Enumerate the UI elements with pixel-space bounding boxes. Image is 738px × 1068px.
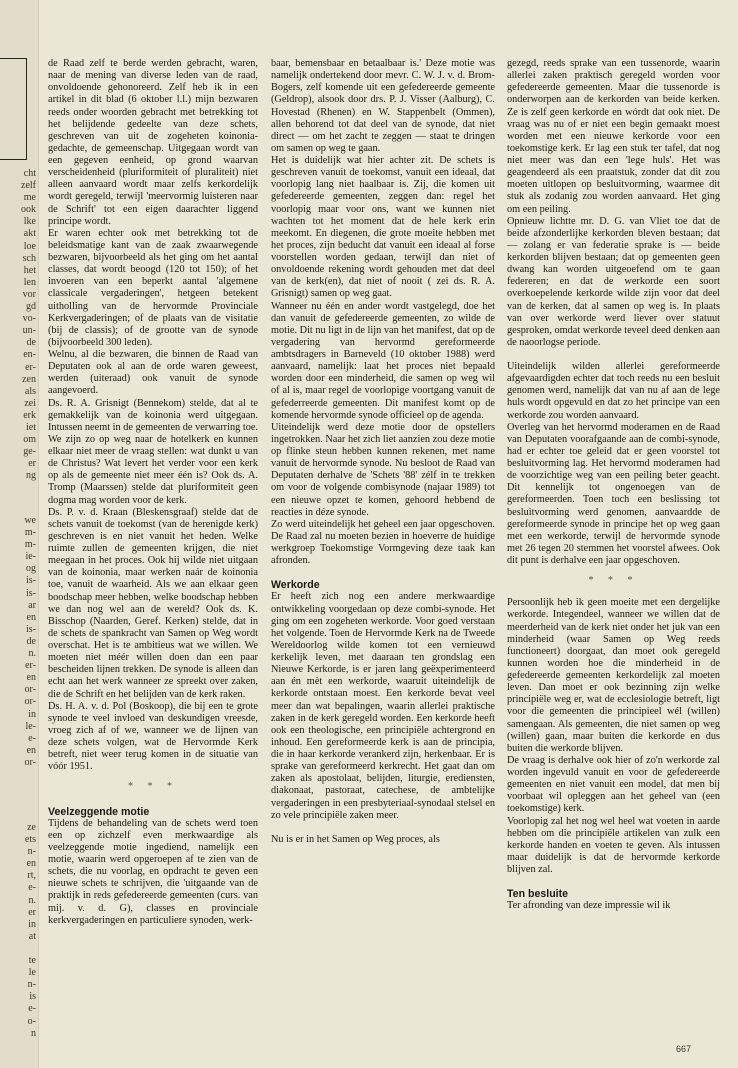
spacer — [507, 349, 720, 361]
gutter-fragment-top: cht zelf me ook lke akt loe sch het len vor gd vo- un- de en- er- zen als zei erk iet om ge- er ng — [21, 168, 36, 482]
paragraph: Het is duidelijk wat hier achter zit. De schets is geschreven vanuit de toekomst, vanuit een ideaal, dat voorlopig lang niet haalbaar is. Zij, die komen uit gefedereerde gemeenten, zeggen dan: regel het voorlopig maar voor ons, want we kunnen niet wachten tot het moment dat de hele kerk erin meekomt. En diegenen, die grote moeite hebben met het proces, zijn beducht dat vanuit een ideaal al forse voorstellen worden gedaan, terwijl dan niet of onvoldoende rekening wordt gehouden met dat deel van de kerk(en), dat niet of nooit ( zei ds. R. A. Grisnigt) samen op weg gaat. — [271, 155, 495, 300]
gutter-fragment-middle: we m- m- ie- og is- is- ar en is- de n. er- en or- or- in le- e- en or- — [24, 515, 36, 768]
article-column-1 — [48, 58, 258, 927]
paragraph: Uiteindelijk wilden allerlei gereformeerde afgevaardigden echter dat toch reeds nu een besluit genomen werd, namelijk dat van nu af aan de lege huls wordt opgevuld en dat zo het principe van een werkorde zou worden aanvaard. — [507, 361, 720, 421]
gutter-frame — [0, 58, 27, 160]
section-heading: Veelzeggende motie — [48, 805, 150, 818]
paragraph: Ds. P. v. d. Kraan (Bleskensgraaf) stelde dat de schets vanuit de toekomst (van de herenigde kerk) geschreven is en niet vanuit het heden. Welke ruimte zullen de gemeenten krijgen, die niet meegaan in het proces. Ook hij wilde niet uitgaan van de koinonia, maar werken naár de koinonia toe, vanuit de waarheid. Als we aan elkaar geen boodschap meer hebben, welke boodschap hebben we dan nog wel aan de wereld? Ook ds. K. Bisschop (Naarden, Geref. Kerken) stelde, dat in de schets de spankracht van Samen op Weg wordt overschat. Het is te ambitieus wat we willen. We moeten niet méér willen doen dan een paar bescheiden lijnen trekken. De synode is alleen dan echt aan het werk wanneer ze spreekt over zaken, die de Schrift en het belijden van de kerk raken. — [48, 506, 258, 700]
paragraph: Tijdens de behandeling van de schets werd toen een op zichzelf even merkwaardige als veelzeggende motie ingediend, namelijk een motie, waarin werd opgeroepen af te zien van de schets, die nu voorlag, en opdracht te geven een nieuwe schets te schrijven, die 'uitgaande van de praktijk in reds gefedereerde gemeenten (curs. van mij. v. d. G), classes en provinciale kerkvergaderingen en particuliere synoden, werk- — [48, 817, 258, 926]
spacer — [271, 822, 495, 834]
paragraph: Persoonlijk heb ik geen moeite met een dergelijke werkorde. Integendeel, wanneer we willen dat de meerderheid van de kerk niet onder het juk van een minderheid (waar Samen op Weg reeds functioneert) doorgaat, dan moet ook geregeld kunnen worden hoe die minderheid in de gefedereerde gemeenten kerkordelijk zal moeten leven. Dan moet er ook bezinning zijn welke principiële weg er, wat de ecclesiologie betreft, ligt voor die gemeenten die principieel wél (willen) samengaan. Als gemeenten, die niet samen op weg (willen) gaan, maar buiten die kerkorde en dus buiten die werkorde blijven. — [507, 597, 720, 754]
paragraph: Er heeft zich nog een andere merkwaardige ontwikkeling voorgedaan op deze combi-synode. Het ging om een zogeheten werkorde. Voor goed verstaan het volgende. Toen de Hervormde Kerk na de Tweede Wereldoorlog wilde komen tot een vernieuwd kerkelijk leven, met daaraan ten grondslag een Nieuwe Kerkorde, is er jaren lang geëxperimenteerd aan én mèt een werkorde, waaruit uiteindelijk de kerkorde ontstaan moest. Een kerkorde bevat veel meer dan wat bepalingen, waarin allerlei praktische zaken in de kerk geregeld worden. Een kerkorde heeft ook een theologische, een principiële achtergrond en inhoud. Een gereformeerde kerk is aan de principia, die in haar kerkorde verankerd zijn, herkenbaar. Er is sprake van gereformeerd kerkrecht. Het gaat dan om zaken als apostolaat, belijden, liturgie, erediensten, diakonaat, pastoraat, catechese, de ambtelijke vergaderingen in een presbyteriaal-synodaal stelsel en zo vele principiële zaken meer. — [271, 591, 495, 821]
paragraph: Voorlopig zal het nog wel heel wat voeten in aarde hebben om die principiële artikelen van zulk een kerkorde handen en voeten te geven. Als intussen maar duidelijk is dat de hervormde kerkorde blijven zal. — [507, 815, 720, 875]
article-column-3 — [507, 58, 720, 912]
paragraph: Ter afronding van deze impressie wil ik — [507, 900, 671, 912]
paragraph: Ds. H. A. v. d. Pol (Boskoop), die bij een te grote synode te veel invloed van deskundigen vreesde, vroeg zich af of we, wanneer we de lijnen van deze schets volgen, wat de Hervormde Kerk betreft, niet weer terug komen in de situatie van vóór 1951. — [48, 700, 258, 773]
paragraph: Ds. R. A. Grisnigt (Bennekom) stelde, dat al te gemakkelijk van de koinonia werd uitgegaan. Intussen neemt in de gemeenten de verwarring toe. We zijn zo op weg naar de hotelkerk en kunnen elkaar niet meer de vraag stellen: wat dunkt u van de Christus? Wat levert het verder voor een kerk op als de gemeente niet meer één is? Ook ds. A. Tromp (Maarssen) stelde dat pluriformiteit geen dogma mag worden voor de kerk. — [48, 397, 258, 506]
section-divider: * * * — [128, 781, 178, 793]
previous-page-gutter — [0, 0, 39, 1068]
paragraph: Uiteindelijk werd deze motie door de opstellers ingetrokken. Naar het zich liet aanzien zou deze motie op flinke steun hebben kunnen rekenen, met name vanuit de hervormde synode. Nu besloot de Raad van Deputaten derhalve de 'Schets '88' zélf in te trekken om voor de volgende combisynode (najaar 1989) tot een nieuwe opzet te komen, gehoord hebbend de reacties in déze synode. — [271, 421, 495, 518]
paragraph: baar, bemensbaar en betaalbaar is.' Deze motie was namelijk ondertekend door mevr. C. W. J. v. d. Brom-Bogers, zelf komende uit een gefedereerde gemeente (Geldrop), alsook door drs. P. J. Visser (Aalburg), C. Hovestad (Rhenen) en W. Stappenbelt (Ommen), allen behorend tot dat deel van de synode, dat niet direct — om het zacht te zeggen — staat te dringen om samen op weg te gaan. — [271, 58, 495, 154]
paragraph: Er waren echter ook met betrekking tot de beleidsmatige kant van de zaak zwaarwegende bezwaren, bijvoorbeeld als het ging om het aantal classes, dat wordt beoogd (120 tot 150); of het invoeren van een beperkt aantal 'algemene classicale vergaderingen', hetgeen betekent uitholling van de hervormde Provinciale Kerkvergaderingen; of de plaats van de visitatie (bij de classis); of de grootte van de synode (bijvoorbeeld 300 leden). — [48, 227, 258, 348]
paragraph: Opnieuw lichtte mr. D. G. van Vliet toe dat de beide afzonderlijke kerkorden bleven bestaan; dat — zolang er van federatie sprake is — beide kerkorden blijven bestaan; dat op gemeenten geen dwang kan worden uitgeoefend om te gaan federeren; en dat de werkorde een soort overkoepelende kerkorde wilde zijn voor dat deel van de kerken, dat al samen op weg is. In plaats van over werkorde werd liever over statuut gesproken, omdat werkorde teveel deed denken aan de naoorlogse periode. — [507, 215, 720, 348]
paragraph: Nu is er in het Samen op Weg proces, als — [271, 833, 440, 845]
section-divider: * * * — [588, 575, 639, 587]
paragraph: Zo werd uiteindelijk het geheel een jaar opgeschoven. De Raad zal nu moeten bezien in hoeverre de huidige werkgroep Toekomstige Vormgeving deze taak kan afronden. — [271, 518, 495, 567]
paragraph: Overleg van het hervormd moderamen en de Raad van Deputaten voorafgaande aan de combi-synode, had er echter toe geleid dat er geen voorstel tot besluitvorming lag. Het hervormd moderamen had de voorzichtige weg van een peiling beter geacht. Dit kennelijk tot ongenoegen van de gereformeerden. Toen toch een beslissing tot besluitvorming werd genomen, aanvaardde de gereformeerde synode in principe het op weg gaan met een werkorde, terwijl de hervormde synode met 26 tegen 20 stemmen het voorstel afwees. Ook dit punt is derhalve een jaar opgeschoven. — [507, 421, 720, 566]
paragraph: gezegd, reeds sprake van een tussenorde, waarin allerlei zaken praktisch geregeld worden voor gefedereerde gemeenten. Maar die tussenorde is onderworpen aan de kerkorden van beide kerken. Ze is zelf geen kerkorde en wórdt dat ook niet. De vraag was nu of er niet een begin gemaakt moest worden met een nieuwe kerkorde voor een toekomstige kerk. Er lag een stuk ter tafel, dat nog niet meer was dan een 'lege huls'. Het was geagendeerd als een praatstuk, zonder dat dit zou moeten uitlopen op besluitvorming, waarmee dit stuk als zodanig zou worden aanvaard. Het ging om een peiling. — [507, 58, 720, 215]
section-heading: Ten besluite — [507, 888, 569, 901]
paragraph: Wanneer nu één en ander wordt vastgelegd, doe het dan vanuit de gefedereerde gemeenten, zo wilde de motie. Dit nu ligt in de lijn van het manifest, dat op de vergadering van hervormd gereformeerde ambtsdragers in Barneveld (10 oktober 1988) werd aanvaard, namelijk: laat het proces niet bepaald worden door een minderheid, die samen op weg wil of al is, maar regel de voorlopige voortgang vanuit de gefederreerde gemeenten. Dit manifest komt op de komende hervormde synode officieel op de agenda. — [271, 300, 495, 421]
section-heading: Werkorde — [271, 579, 320, 592]
gutter-fragment-bottom: ze ets n- en rt, e- n. er in at te le n- is e- o- n — [24, 822, 36, 1039]
article-column-2 — [271, 58, 495, 846]
paragraph: De vraag is derhalve ook hier of zo'n werkorde zal worden ingevuld vanuit en voor de gefedereerde gemeenten en niet vanuit een model, dat men bij voorbaat wil opleggen aan het geheel van (een toekomstige) kerk. — [507, 754, 720, 815]
paragraph: Welnu, al die bezwaren, die binnen de Raad van Deputaten ook al aan de orde waren geweest, werden (uiteraad) ook vanuit de synode aangevoerd. — [48, 349, 258, 397]
paragraph: de Raad zelf te berde werden gebracht, waren, naar de mening van diverse leden van de raad, onvoldoende gehonoreerd. Zelf heb ik in een artikel in dit blad (6 oktober l.l.) mijn bezwaren reeds onder woorden gebracht met betrekking tot het belijdende gedeelte van deze schets, geschreven van uit de zogeheten koinonia-gedachte, de gemeenschap. Uitgegaan wordt van een gegeven eenheid, op grond waarvan verscheidenheid (pluriformiteit of pluraliteit) niet alleen aanvaard wordt maar zelfs kerkordelijk wordt geregeld, terwijl 'meervormig luisteren naar de Schrift' tot een eigen daarachter liggend principe wordt. — [48, 58, 258, 227]
page-number: 667 — [676, 1044, 692, 1054]
